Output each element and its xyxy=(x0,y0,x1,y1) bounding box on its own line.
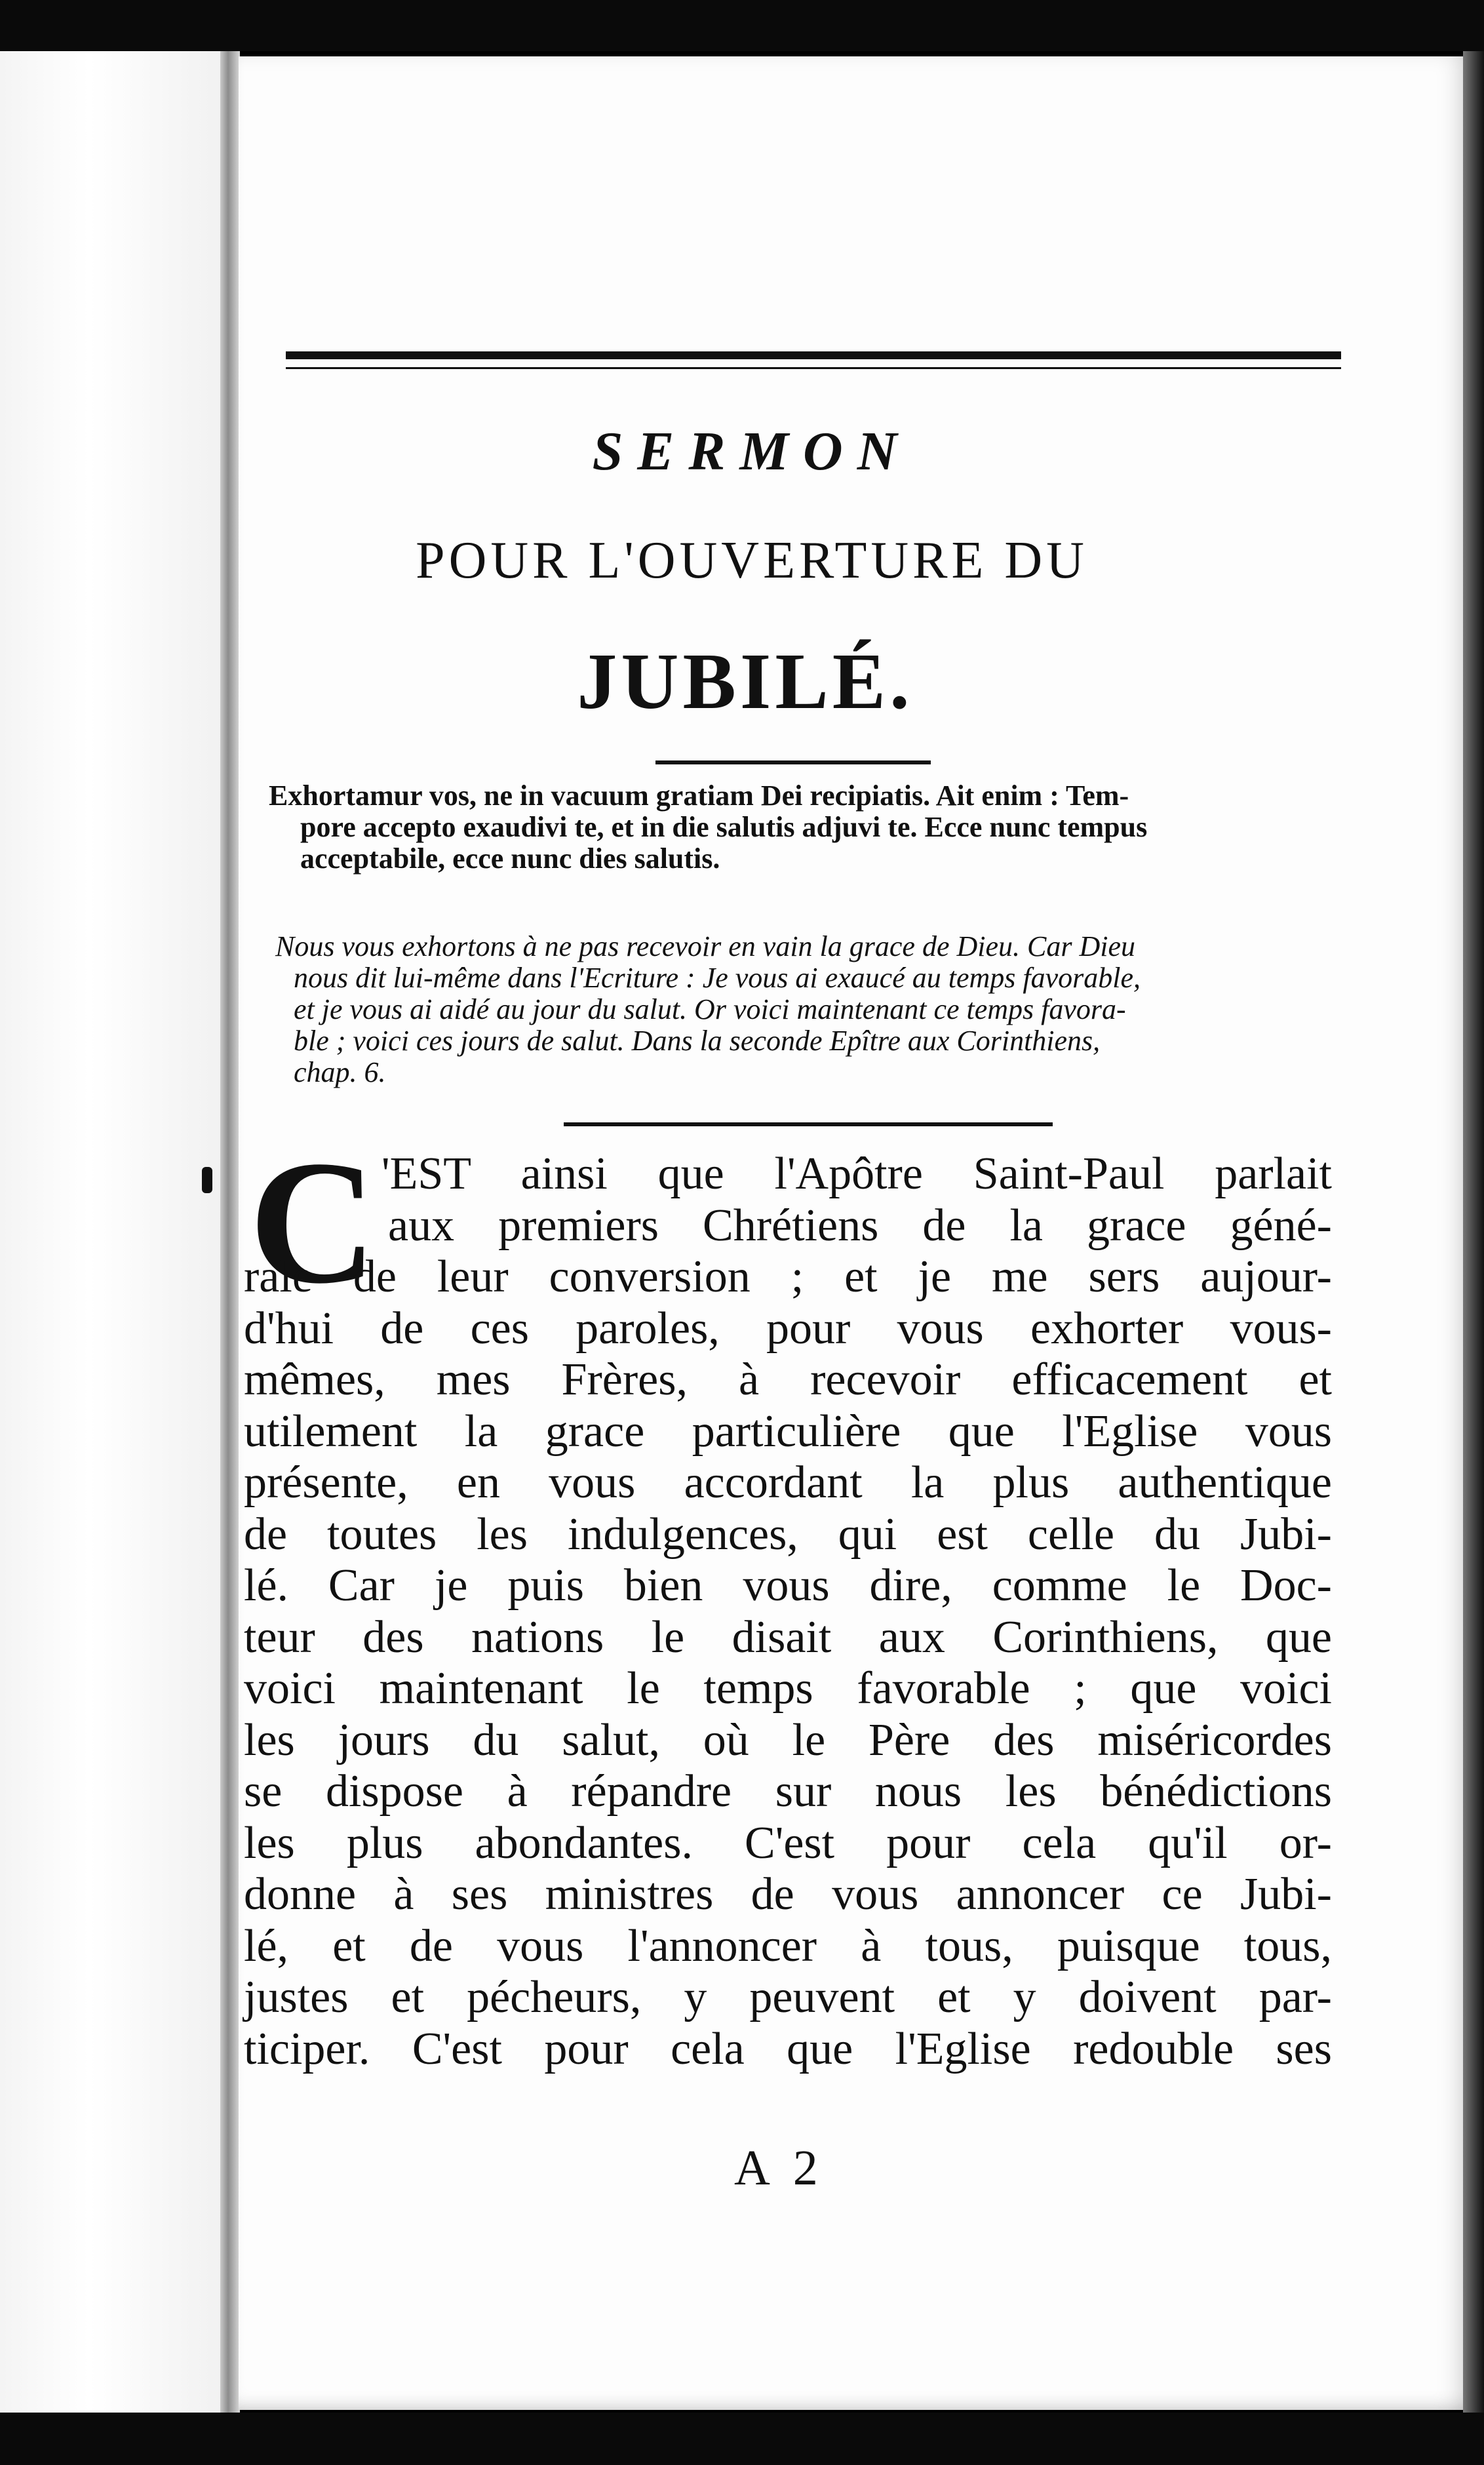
translation-line: nous dit lui-même dans l'Ecriture : Je vous ai exaucé au temps favorable, xyxy=(294,962,1141,994)
latin-epigraph xyxy=(269,780,1357,875)
body-line: d'hui de ces paroles, pour vous exhorter vous- xyxy=(244,1303,1332,1354)
title-jubile: JUBILÉ. xyxy=(577,637,914,726)
page-edge-shadow xyxy=(1463,51,1484,2413)
scan-top-border xyxy=(0,0,1484,51)
body-line: utilement la grace particulière que l'Eglise vous xyxy=(244,1406,1332,1457)
body-line: donne à ses ministres de vous annoncer ce Jubi- xyxy=(244,1869,1332,1920)
body-line: présente, en vous accordant la plus authentique xyxy=(244,1457,1332,1508)
body-line: lé, et de vous l'annoncer à tous, puisque tous, xyxy=(244,1920,1332,1971)
epigraph-line: Exhortamur vos, ne in vacuum gratiam Dei recipiatis. Ait enim : Tem- xyxy=(269,779,1129,812)
body-line: voici maintenant le temps favorable ; que voici xyxy=(244,1663,1332,1714)
drop-cap: C xyxy=(249,1124,377,1320)
page-signature: A 2 xyxy=(734,2140,825,2196)
body-line: aux premiers Chrétiens de la grace géné- xyxy=(388,1200,1332,1251)
title-subtitle: POUR L'OUVERTURE DU xyxy=(416,532,1088,589)
body-line: de toutes les indulgences, qui est celle du Jubi- xyxy=(244,1509,1332,1560)
header-rule-thin xyxy=(286,367,1341,369)
body-line: lé. Car je puis bien vous dire, comme le Doc- xyxy=(244,1560,1332,1611)
body-line: mêmes, mes Frères, à recevoir efficacement et xyxy=(244,1354,1332,1405)
facing-page-edge xyxy=(0,51,223,2413)
body-line: teur des nations le disait aux Corinthiens, que xyxy=(244,1611,1332,1663)
body-line: 'EST ainsi que l'Apôtre Saint-Paul parlait xyxy=(381,1149,1332,1199)
epigraph-line: acceptabile, ecce nunc dies salutis. xyxy=(300,842,720,875)
translation-line: chap. 6. xyxy=(294,1056,386,1088)
scan-bottom-border xyxy=(0,2413,1484,2465)
body-line: rale de leur conversion ; et je me sers aujour- xyxy=(244,1252,1332,1302)
translation-line: et je vous ai aidé au jour du salut. Or voici maintenant ce temps favora- xyxy=(294,993,1126,1025)
section-rule xyxy=(564,1122,1053,1126)
translation-line: ble ; voici ces jours de salut. Dans la seconde Epître aux Corinthiens, xyxy=(294,1025,1101,1057)
body-line: justes et pécheurs, y peuvent et y doivent par- xyxy=(244,1972,1332,2022)
header-rule-thick xyxy=(286,351,1341,359)
title-sermon: SERMON xyxy=(592,421,912,482)
body-line: ticiper. C'est pour cela que l'Eglise redouble ses xyxy=(244,2023,1332,2074)
margin-mark xyxy=(202,1167,212,1193)
title-rule xyxy=(655,760,931,764)
body-line: les jours du salut, où le Père des miséricordes xyxy=(244,1714,1332,1765)
translation-line: Nous vous exhortons à ne pas recevoir en vain la grace de Dieu. Car Dieu xyxy=(275,930,1136,962)
epigraph-line: pore accepto exaudivi te, et in die salutis adjuvi te. Ecce nunc tempus xyxy=(300,811,1148,843)
sermon-body xyxy=(244,1149,1332,2075)
body-line: les plus abondantes. C'est pour cela qu'il or- xyxy=(244,1817,1332,1868)
french-translation xyxy=(275,931,1363,1088)
body-line: se dispose à répandre sur nous les bénédictions xyxy=(244,1766,1332,1817)
book-gutter xyxy=(220,51,240,2413)
